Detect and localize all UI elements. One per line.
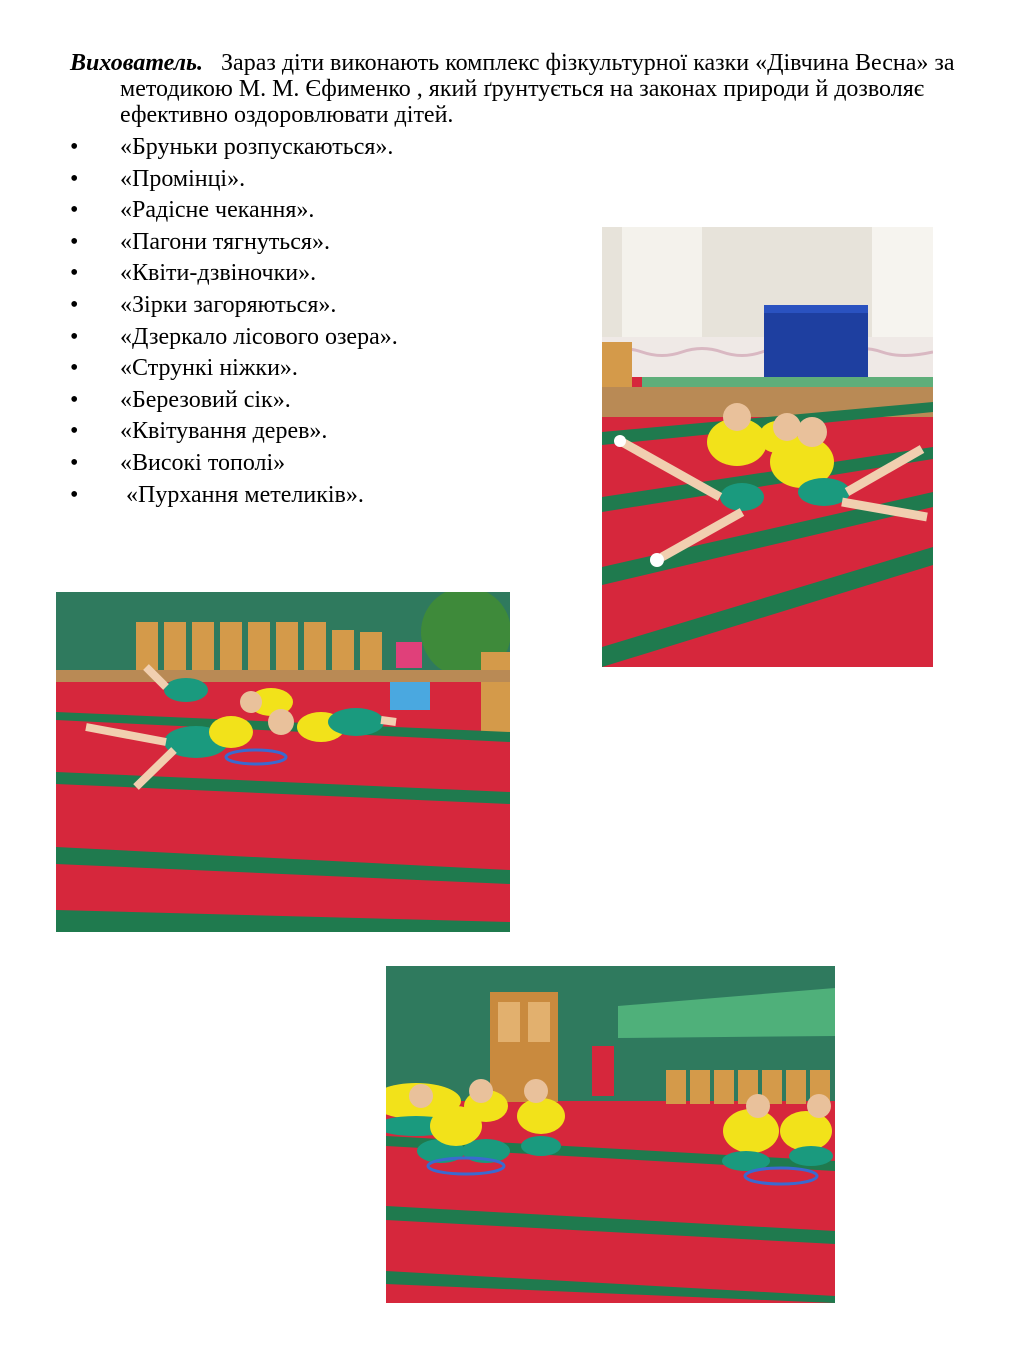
exercise-label: «Промінці». [120, 165, 246, 192]
bullet: • [70, 165, 79, 192]
list-item [70, 166, 398, 198]
photo-children-splits [602, 227, 933, 667]
exercise-label: «Пагони тягнуться». [120, 228, 330, 255]
bullet: • [70, 355, 79, 382]
list-item [70, 418, 398, 450]
bullet: • [70, 481, 79, 508]
exercise-label: «Радісне чекання». [120, 197, 315, 224]
list-item [70, 197, 398, 229]
exercise-label: «Бруньки розпускаються». [120, 134, 394, 160]
photo-children-circle [386, 966, 835, 1303]
exercise-label: «Квіти-дзвіночки». [120, 260, 317, 287]
intro-paragraph [70, 50, 1010, 128]
list-item [70, 292, 398, 324]
intro-text: Зараз діти виконають комплекс фізкультурної казки «Дівчина Весна» за методикою М. М. Єфименко , який ґрунтується на законах природи й дозволяє ефективно оздоровлювати дітей. [120, 50, 955, 128]
list-item [70, 260, 398, 292]
bullet: • [70, 291, 79, 318]
bullet: • [70, 260, 79, 287]
exercise-label: «Зірки загоряються». [120, 291, 337, 318]
list-item [70, 229, 398, 261]
bullet: • [70, 449, 79, 476]
list-item [70, 450, 398, 482]
list-item [70, 134, 398, 166]
bullet: • [70, 197, 79, 224]
list-item [70, 355, 398, 387]
exercise-list [70, 134, 398, 513]
exercise-label: «Дзеркало лісового озера». [120, 323, 398, 350]
exercise-label: «Стрункі ніжки». [120, 355, 298, 382]
exercise-label: «Пурхання метеликів». [120, 481, 364, 508]
exercise-label: «Квітування дерев». [120, 418, 328, 445]
exercise-label: «Високі тополі» [120, 449, 286, 476]
exercise-label: «Березовий сік». [120, 386, 291, 413]
speaker-label: Вихователь. [70, 50, 204, 76]
bullet: • [70, 228, 79, 255]
bullet: • [70, 323, 79, 350]
list-item [70, 324, 398, 356]
bullet: • [70, 134, 79, 160]
bullet: • [70, 418, 79, 445]
list-item [70, 387, 398, 419]
bullet: • [70, 386, 79, 413]
list-item [70, 482, 398, 514]
photo-children-plank [56, 592, 510, 932]
